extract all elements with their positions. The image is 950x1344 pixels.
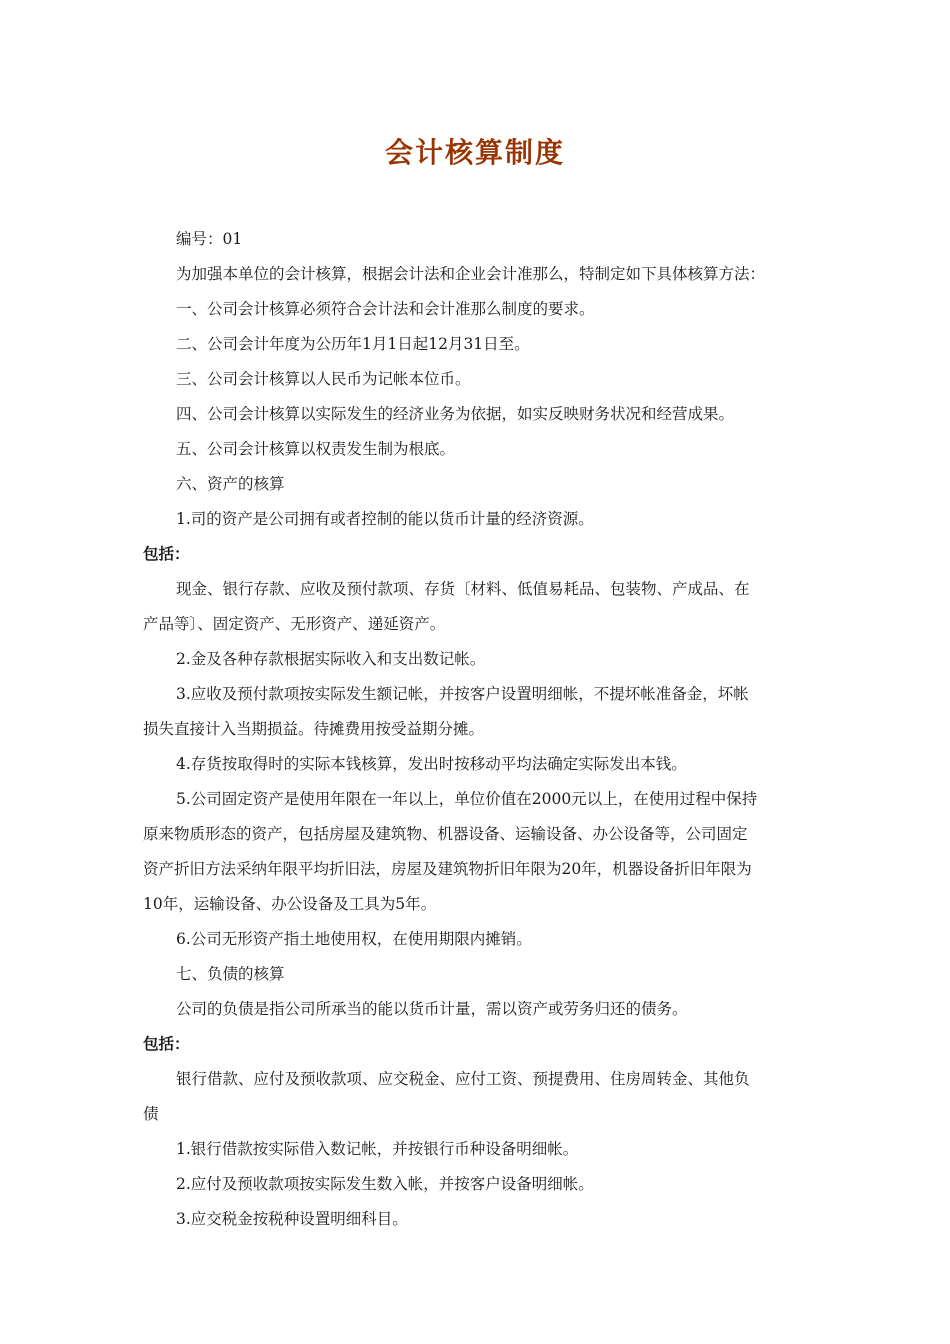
paragraph-line: 4.存货按取得时的实际本钱核算，发出时按移动平均法确定实际发出本钱。 — [176, 755, 687, 773]
paragraph-line: 为加强本单位的会计核算，根据会计法和企业会计准那么，特制定如下具体核算方法： — [176, 265, 766, 283]
paragraph-line: 2.应付及预收款项按实际发生数入帐，并按客户设备明细帐。 — [176, 1175, 594, 1193]
section-heading: 七、负债的核算 — [176, 965, 285, 983]
section-heading: 六、资产的核算 — [176, 475, 285, 493]
paragraph-line: 现金、银行存款、应收及预付款项、存货〔材料、低值易耗品、包装物、产成品、在 — [176, 580, 750, 598]
document-body — [143, 222, 807, 1237]
paragraph-line: 一、公司会计核算必须符合会计法和会计准那么制度的要求。 — [176, 300, 595, 318]
paragraph-line: 二、公司会计年度为公历年1月1日起12月31日至。 — [176, 335, 530, 353]
paragraph-line: 产品等〕、固定资产、无形资产、递延资产。 — [143, 615, 446, 633]
paragraph-line: 3.应交税金按税种设置明细科目。 — [176, 1210, 408, 1228]
paragraph-line: 10年，运输设备、办公设备及工具为5年。 — [143, 895, 437, 913]
paragraph-line: 银行借款、应付及预收款项、应交税金、应付工资、预提费用、住房周转金、其他负 — [176, 1070, 750, 1088]
paragraph-line: 1.银行借款按实际借入数记帐，并按银行币种设备明细帐。 — [176, 1140, 579, 1158]
includes-label: 包括： — [143, 1035, 190, 1053]
paragraph-line: 1.司的资产是公司拥有或者控制的能以货币计量的经济资源。 — [176, 510, 594, 528]
paragraph-line: 2.金及各种存款根据实际收入和支出数记帐。 — [176, 650, 486, 668]
document-title: 会计核算制度 — [384, 136, 565, 169]
paragraph-line: 5.公司固定资产是使用年限在一年以上，单位价值在2000元以上，在使用过程中保持 — [176, 790, 758, 808]
paragraph-line: 债 — [143, 1105, 159, 1123]
paragraph-line: 6.公司无形资产指土地使用权，在使用期限内摊销。 — [176, 930, 532, 948]
paragraph-line: 3.应收及预付款项按实际发生额记帐，并按客户设置明细帐，不提坏帐准备金，坏帐 — [176, 685, 749, 703]
paragraph-line: 资产折旧方法采纳年限平均折旧法，房屋及建筑物折旧年限为20年，机器设备折旧年限为 — [143, 860, 752, 878]
paragraph-line: 损失直接计入当期损益。待摊费用按受益期分摊。 — [143, 720, 485, 738]
paragraph-line: 三、公司会计核算以人民币为记帐本位币。 — [176, 370, 471, 388]
paragraph-line: 编号：01 — [176, 230, 243, 248]
paragraph-line: 公司的负债是指公司所承当的能以货币计量，需以资产或劳务归还的债务。 — [176, 1000, 688, 1018]
includes-label: 包括： — [143, 545, 190, 563]
paragraph-line: 四、公司会计核算以实际发生的经济业务为依据，如实反映财务状况和经营成果。 — [176, 405, 735, 423]
paragraph-line: 原来物质形态的资产，包括房屋及建筑物、机器设备、运输设备、办公设备等，公司固定 — [143, 825, 748, 843]
paragraph-line: 五、公司会计核算以权责发生制为根底。 — [176, 440, 456, 458]
